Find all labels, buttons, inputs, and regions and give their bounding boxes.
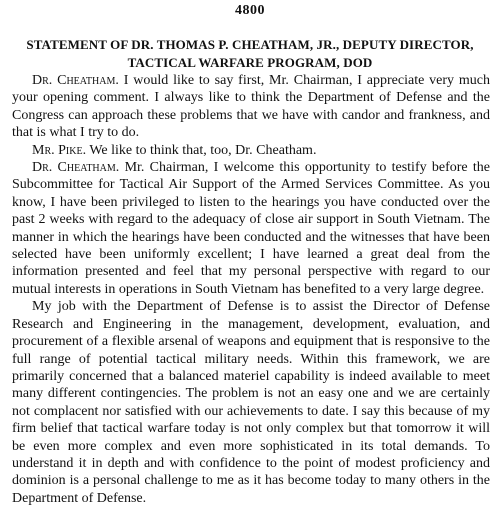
paragraph	[12, 72, 490, 142]
paragraph	[12, 298, 490, 507]
statement-heading	[12, 36, 488, 72]
speaker-name: Dr. Cheatham.	[32, 73, 119, 88]
paragraph	[12, 142, 490, 159]
paragraph-text: My job with the Department of Defense is to assist the Director of Defense Research and Engineering in the management, development, evaluation, and procurement of a flexible arsenal of weapons and equipment that is responsive to the full range of potential tactical military needs. Within this framework, we are primarily concerned that a balanced materiel capability is indeed available to meet many different contingencies. The problem is not an easy one and we are certainly not complacent nor satisfied with our achievements to date. I say this because of my firm belief that tactical warfare today is not only complex but that tomorrow it will be even more complex and even more sophisticated in its total demands. To understand it in depth and with confidence to the point of modest proficiency and dominion is a personal challenge to me as it has become today to many others in the Department of Defense.	[12, 299, 490, 506]
page-number: 4800	[235, 3, 265, 18]
paragraph-text: Mr. Chairman, I welcome this opportunity to testify before the Subcommittee for Tactical Air Support of the Armed Services Committee. As you know, I have been privileged to listen to the hearings you have conducted over the past 2 weeks with regard to the adequacy of close air support in South Vietnam. The manner in which the hearings have been conducted and the witnesses that have been selected have been uniformly excellent; I have learned a great deal from the information presented and feel that my personal perspective with regard to our mutual interests in operations in South Vietnam has benefited to a very large degree.	[12, 160, 491, 297]
paragraph-text: We like to think that, too, Dr. Cheatham.	[89, 142, 317, 158]
speaker-name: Mr. Pike.	[32, 142, 87, 158]
paragraph	[12, 159, 490, 298]
testimony-body	[12, 72, 490, 507]
paragraph-text: I would like to say first, Mr. Chairman, I appreciate very much your opening comment. I always like to think the Department of Defense and the Congress can approach these problems that we have with candor and frankness, and that is what I try to do.	[12, 73, 490, 141]
heading-line-2: TACTICAL WARFARE PROGRAM, DOD	[127, 55, 373, 70]
heading-line-1: STATEMENT OF DR. THOMAS P. CHEATHAM, JR., DEPUTY DIRECTOR,	[26, 37, 474, 52]
speaker-name: Dr. Cheatham.	[32, 160, 120, 176]
